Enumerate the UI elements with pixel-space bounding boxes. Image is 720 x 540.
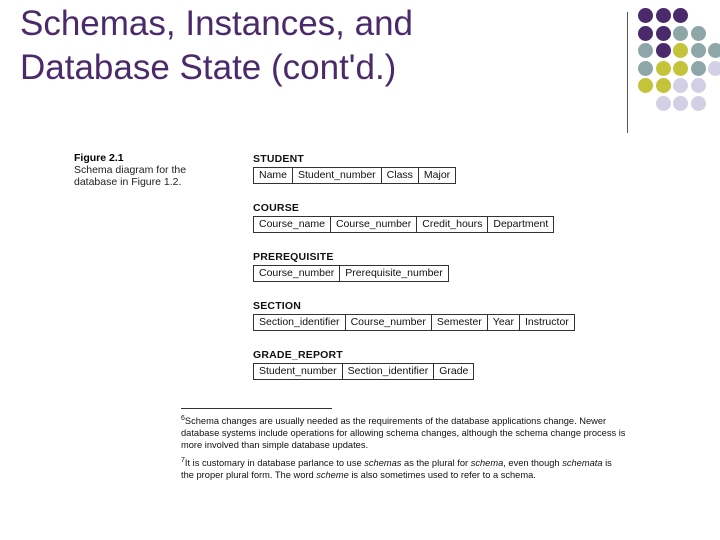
attribute-cell: Student_number xyxy=(293,167,382,184)
decorative-dot xyxy=(673,8,688,23)
schema-grade-report xyxy=(253,348,474,380)
slide-title-line-1: Schemas, Instances, and xyxy=(20,4,413,43)
relation-name: SECTION xyxy=(253,300,302,312)
attribute-cell: Department xyxy=(488,216,554,233)
attribute-cell: Course_number xyxy=(331,216,417,233)
decorative-dot xyxy=(691,61,706,76)
schema-student xyxy=(253,152,456,184)
attribute-cell: Year xyxy=(488,314,520,331)
schema-prerequisite xyxy=(253,250,449,282)
attribute-cell: Semester xyxy=(432,314,488,331)
footnote-text-part: is the proper plural form. The word xyxy=(181,458,612,480)
attribute-cell: Section_identifier xyxy=(253,314,346,331)
decorative-dot xyxy=(638,8,653,23)
footnote-marker: 7 xyxy=(181,457,185,464)
figure-number: Figure 2.1 xyxy=(74,152,124,164)
decorative-dot xyxy=(673,43,688,58)
relation-name: PREREQUISITE xyxy=(253,251,334,263)
schema-course xyxy=(253,201,554,233)
decorative-dot xyxy=(708,43,720,58)
attribute-row xyxy=(253,167,456,184)
decorative-dot xyxy=(638,43,653,58)
footnote-6 xyxy=(181,415,626,451)
schema-section xyxy=(253,299,575,331)
attribute-row xyxy=(253,216,554,233)
attribute-cell: Class xyxy=(382,167,419,184)
footnote-7 xyxy=(181,457,626,481)
attribute-cell: Student_number xyxy=(253,363,343,380)
footnote-emphasis: schema xyxy=(470,458,504,468)
footnote-marker: 6 xyxy=(181,415,185,422)
attribute-cell: Major xyxy=(419,167,456,184)
decorative-dot xyxy=(656,61,671,76)
attribute-cell: Name xyxy=(253,167,293,184)
decorative-dot xyxy=(638,26,653,41)
decorative-vertical-line xyxy=(627,12,628,133)
footnote-divider xyxy=(181,408,332,409)
attribute-cell: Grade xyxy=(434,363,474,380)
slide-title xyxy=(20,2,413,90)
relation-name: STUDENT xyxy=(253,153,304,165)
attribute-row xyxy=(253,363,474,380)
decorative-dot xyxy=(691,96,706,111)
footnote-text-part: It is customary in database parlance to use xyxy=(184,458,365,468)
footnote-emphasis: schemas xyxy=(364,458,402,468)
decorative-dot xyxy=(691,43,706,58)
attribute-cell: Course_name xyxy=(253,216,331,233)
decorative-dot xyxy=(673,78,688,93)
attribute-cell: Credit_hours xyxy=(417,216,488,233)
decorative-dot xyxy=(691,78,706,93)
footnote-emphasis: scheme xyxy=(316,470,349,480)
attribute-cell: Section_identifier xyxy=(343,363,435,380)
attribute-row xyxy=(253,265,449,282)
decorative-dot xyxy=(656,8,671,23)
decorative-dot xyxy=(656,78,671,93)
decorative-dot xyxy=(638,78,653,93)
figure-caption-line-2: database in Figure 1.2. xyxy=(74,176,182,188)
relation-name: GRADE_REPORT xyxy=(253,349,343,361)
decorative-dot xyxy=(673,26,688,41)
slide-title-line-2: Database State (cont'd.) xyxy=(20,48,397,87)
decorative-dot xyxy=(673,61,688,76)
attribute-cell: Course_number xyxy=(346,314,432,331)
figure-caption-line-1: Schema diagram for the xyxy=(74,164,187,176)
attribute-row xyxy=(253,314,575,331)
decorative-dot xyxy=(691,26,706,41)
attribute-cell: Instructor xyxy=(520,314,575,331)
decorative-dot xyxy=(638,61,653,76)
attribute-cell: Prerequisite_number xyxy=(340,265,448,282)
footnote-text-part: is also sometimes used to refer to a schema. xyxy=(348,470,536,480)
footnote-text-part: as the plural for xyxy=(401,458,471,468)
decorative-dot xyxy=(656,96,671,111)
footnote-text: Schema changes are usually needed as the requirements of the database applications change. Newer database systems include operations for allowing schema changes, although the schema change process is more involved than simple database updates. xyxy=(181,416,626,450)
footnote-text-part: , even though xyxy=(503,458,563,468)
relation-name: COURSE xyxy=(253,202,300,214)
decorative-dot xyxy=(673,96,688,111)
attribute-cell: Course_number xyxy=(253,265,340,282)
decorative-dot xyxy=(656,26,671,41)
decorative-dot xyxy=(656,43,671,58)
figure-caption xyxy=(74,152,204,188)
decorative-dot xyxy=(708,61,720,76)
footnote-emphasis: schemata xyxy=(562,458,603,468)
